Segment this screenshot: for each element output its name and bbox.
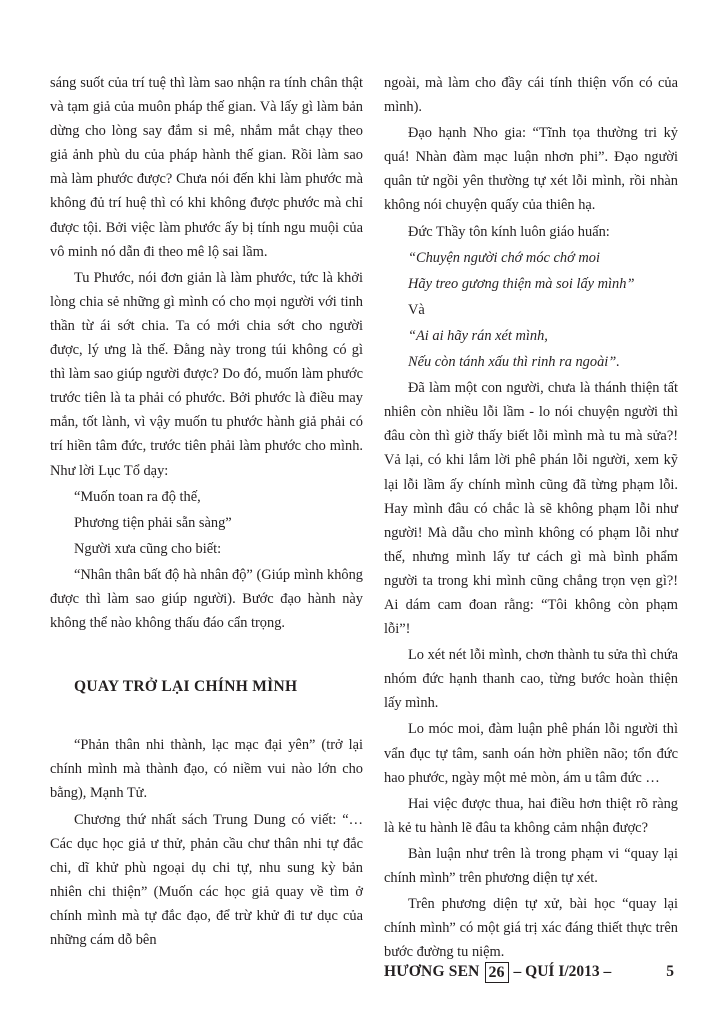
verse-line: “Ai ai hãy rán xét mình,: [408, 327, 548, 344]
paragraph: Tu Phước, nói đơn giản là làm phước, tức là khởi lòng chia sẻ những gì mình có cho mọi người với tinh thần từ ái sớt chia. Ta có mới chia sớt cho người được, lý ưng là thế. Đằng này trong túi không có gì thì làm sao giúp người được? Do đó, muốn làm phước trước tiên là ta phải có phước. Bởi phước là điều may mắn, tốt lành, vì vậy muốn tu phước hành giả phải có trí hiền tâm đức, trước tiên phải làm phước cho mình. Như lời Lục Tổ dạy:: [50, 269, 363, 479]
paragraph: Và: [408, 301, 425, 318]
magazine-name: HƯƠNG SEN: [384, 963, 480, 980]
quote-line: Phương tiện phải sẵn sàng”: [74, 514, 232, 531]
paragraph: Người xưa cũng cho biết:: [74, 540, 222, 557]
footer-dash: –: [513, 963, 522, 980]
paragraph: Lo móc moi, đàm luận phê phán lỗi người thì vẩn đục tự tâm, sanh oán hờn phiền não; tổn đức hao phước, ngày một mẻ mòn, ám u tâm đức …: [384, 721, 678, 786]
paragraph: Chương thứ nhất sách Trung Dung có viết: “… Các dục học giả ư thử, phản cầu chư thân nhi tự đắc chi, dĩ khử phù ngoại dụ chi tự, nhu sung kỳ bản nhiên chi thiện” (Muốn các học giả quay về tìm ở chính mình mà tự đắc đạo, để trừ khử đi tư dục của những cám dỗ bên: [50, 811, 363, 948]
verse-line: Nếu còn tánh xấu thì rinh ra ngoài”.: [408, 354, 620, 371]
paragraph: Đức Thầy tôn kính luôn giáo huấn:: [408, 223, 610, 240]
quote-line: “Muốn toan ra độ thế,: [74, 488, 201, 505]
section-heading: QUAY TRỞ LẠI CHÍNH MÌNH: [74, 678, 298, 696]
paragraph: ngoài, mà làm cho đầy cái tính thiện vốn có của mình).: [384, 75, 678, 116]
paragraph: Lo xét nét lỗi mình, chơn thành tu sửa thì chứa nhóm đức hạnh thanh cao, từng bước hoàn thiện lấy mình.: [384, 647, 678, 712]
paragraph: Trên phương diện tự xử, bài học “quay lại chính mình” có một giá trị xác đáng thiết thực trên bước đường tu niệm.: [384, 896, 678, 961]
left-column: [50, 71, 363, 954]
footer-dash: –: [603, 963, 612, 980]
issue-number: 26: [485, 962, 509, 983]
verse-line: “Chuyện người chớ móc chớ moi: [408, 249, 600, 266]
paragraph: Hai việc được thua, hai điều hơn thiệt rõ ràng là kẻ tu hành lẽ đâu ta không cảm nhận được?: [384, 795, 678, 836]
page-footer: [384, 960, 674, 984]
paragraph: Bàn luận như trên là trong phạm vi “quay lại chính mình” trên phương diện tự xét.: [384, 845, 678, 886]
right-column: [384, 71, 678, 966]
paragraph: Đã làm một con người, chưa là thánh thiện tất nhiên còn nhiều lỗi lầm - lo nói chuyện người thì đâu còn thì giờ thấy biết lỗi mình mà tu mà sửa?! Vả lại, có khi lắm lời phê phán lỗi người, xem kỹ lại lỗi lầm ấy chính mình cũng đã từng phạm lỗi. Hay mình đâu có chắc là sẽ không phạm lỗi như người! Mà dẫu cho mình không có phạm lỗi như thế, nhưng mình lấy tư cách gì mà bình phẩm người ta trong khi mình cũng chẳng trọn vẹn gì?! Ai dám cam đoan rằng: “Tôi không còn phạm lỗi”!: [384, 380, 678, 638]
verse-line: Hãy treo gương thiện mà soi lấy mình”: [408, 275, 635, 292]
issue-quarter: QUÍ I/2013: [525, 963, 600, 980]
paragraph: “Nhân thân bất độ hà nhân độ” (Giúp mình không được thì làm sao giúp người). Bước đạo hành này không thể nào không thấu đáo cẩn trọng.: [50, 566, 363, 632]
paragraph: “Phản thân nhi thành, lạc mạc đại yên” (trở lại chính mình mà thành đạo, có niềm vui nào lớn cho bằng), Mạnh Tử.: [50, 737, 363, 802]
paragraph: sáng suốt của trí tuệ thì làm sao nhận ra tính chân thật và tạm giả của muôn pháp thế gian. Và lấy gì làm bản dừng cho lòng say đắm si mê, nhắm mắt chạy theo giả ảnh phù du của pháp hành thế gian. Rồi làm sao mà làm phước được? Chưa nói đến khi làm phước mà không đủ trí huệ thì có khi không được phước mà chỉ được tội. Bởi việc làm phước ấy bị tính ngu muội của vô minh nó dẫn đi theo mê lộ sai lầm.: [50, 75, 363, 260]
paragraph: Đạo hạnh Nho gia: “Tĩnh tọa thường tri kỷ quá! Nhàn đàm mạc luận nhơn phi”. Đạo người quân tử ngồi yên thường tự xét lỗi mình, rồi nhàn không nói chuyện quấy của thiên hạ.: [384, 125, 678, 214]
page-number: 5: [666, 963, 674, 980]
